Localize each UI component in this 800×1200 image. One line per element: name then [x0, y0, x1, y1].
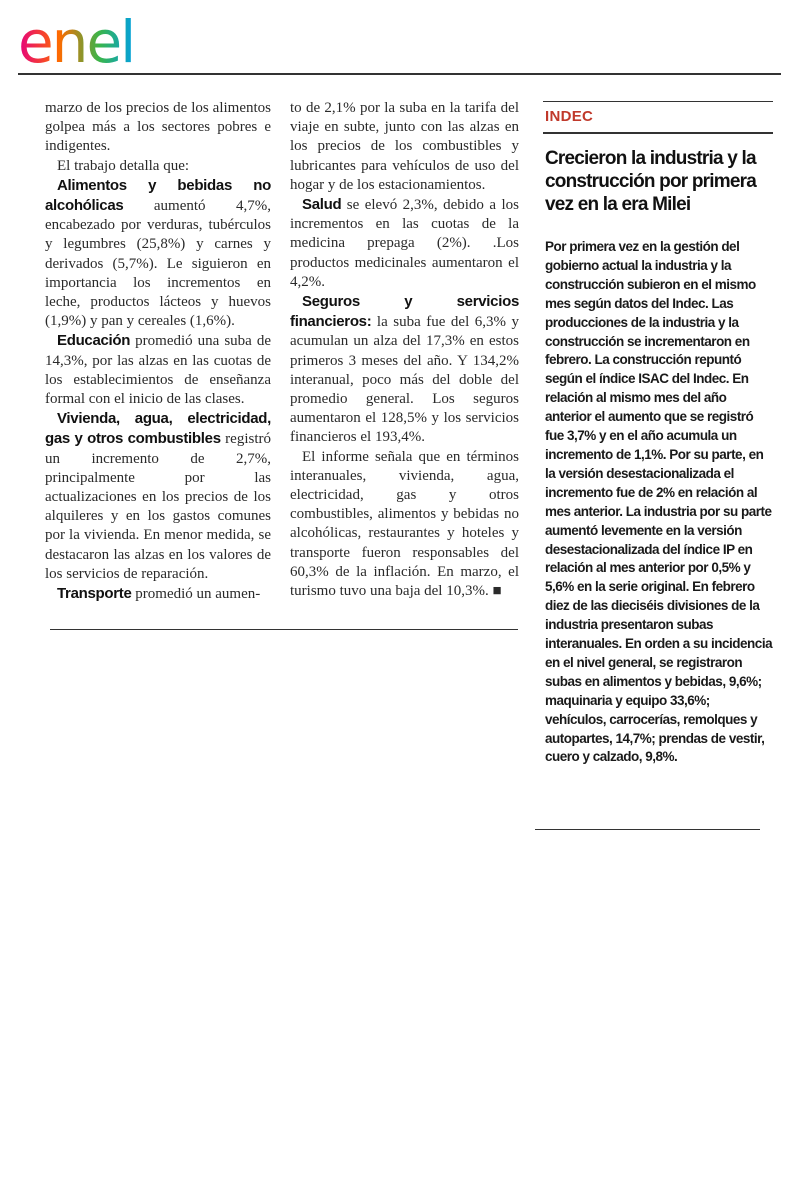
sidebar-top-rule — [543, 101, 773, 102]
header-rule — [18, 73, 781, 75]
paragraph — [290, 195, 519, 292]
paragraph — [290, 448, 519, 602]
paragraph-text: promedió una suba de 14,3%, por las alzas en las cuotas de los establecimientos de enseñanza formal con el inicio de las clases. — [45, 333, 271, 408]
article-column-1 — [45, 99, 271, 604]
article-bottom-rule — [50, 629, 518, 630]
paragraph-text: se elevó 2,3%, debido a los incrementos en las cuotas de la medicina prepaga (2%). .Los productos medicinales aumentaron el 4,2%. — [290, 197, 519, 290]
paragraph — [45, 584, 271, 604]
paragraph: El trabajo detalla que: — [57, 157, 190, 174]
paragraph — [45, 331, 271, 409]
paragraph-lead: Educación — [57, 332, 131, 350]
paragraph-lead: Salud — [302, 196, 342, 214]
paragraph-lead: Alimentos y bebidas no alcohólicas — [45, 176, 271, 215]
sidebar-bottom-rule — [535, 829, 760, 830]
paragraph-text: promedió un aumen- — [131, 586, 261, 603]
sidebar-headline: Crecieron la industria y la construcción por primera vez en la era Milei — [545, 148, 756, 215]
article-column-2 — [290, 99, 519, 601]
paragraph-text: El informe señala que en términos interanuales, vivienda, agua, electricidad, gas y otros combustibles, alimentos y bebidas no alcohólicas, restaurantes y hoteles y transporte fueron responsables del 60,3% de la inflación. En marzo, el turismo tuvo una baja del 10,3%. — [290, 448, 519, 600]
sidebar-section-rule — [543, 132, 773, 134]
paragraph-lead: Seguros y servicios financieros: — [290, 293, 519, 331]
paragraph: marzo de los precios de los alimentos golpea más a los sectores pobres e indigentes. — [45, 100, 271, 155]
paragraph: to de 2,1% por la suba en la tarifa del viaje en subte, junto con las alzas en los precios de los combustibles y lubricantes para vehículos de uso del hogar y de los estacionamientos. — [290, 100, 519, 193]
sidebar-section-label: INDEC — [545, 108, 594, 125]
logo-wordmark: enel — [18, 8, 135, 68]
end-mark: ■ — [492, 583, 502, 600]
paragraph-text: la suba fue del 6,3% y acumulan un alza del 17,3% en estos primeros 3 meses del año. Y 134,2% interanual, poco más del doble del promedio general. Los seguros aumentaron el 128,5% y los servicios financieros el 193,4%. — [290, 314, 519, 446]
paragraph-lead: Transporte — [57, 585, 132, 603]
sidebar-body: Por primera vez en la gestión del gobierno actual la industria y la construcción subieron en el mismo mes según datos del Indec. Las producciones de la industria y la construcción se incrementaron en febrero. La construcción repuntó según el índice ISAC del Indec. En relación al mismo mes del año anterior el aumento que se registró fue 3,7% y en el año acumula un incremento de 1,1%. Por su parte, en la versión desestacionalizada el incremento fue de 2% en relación al mes anterior. La industria por su parte aumentó levemente en la versión desestacionalizada del índice IP en relación al mes anterior por 0,5% y 5,6% en la serie original. En febrero diez de las dieciséis divisiones de la industria presentaron subas interanuales. En orden a su incidencia en el nivel general, se registraron subas en alimentos y bebidas, 9,6%; maquinaria y equipo 33,6%; vehículos, carrocerías, remolques y autopartes, 14,7%; prendas de vestir, cuero y calzado, 9,8%. — [545, 239, 773, 765]
paragraph-lead: Vivienda, agua, electricidad, gas y otros combustibles — [45, 410, 271, 448]
paragraph — [290, 292, 519, 448]
paragraph — [45, 176, 271, 332]
enel-logo — [16, 8, 176, 68]
paragraph-text: aumentó 4,7%, encabezado por verduras, tubérculos y legumbres (25,8%) y carnes y derivados (5,7%). Le siguieron en importancia los incrementos en leche, productos lácteos y huevos (1,9%) y pan y cereales (1,6%). — [45, 198, 271, 330]
paragraph — [45, 409, 271, 584]
paragraph-text: registró un incremento de 2,7%, principalmente por las actualizaciones en los precios de los alquileres y en los gastos comunes por la vivienda. En menor medida, se destacaron las alzas en los valores de los servicios de reparación. — [45, 431, 271, 582]
